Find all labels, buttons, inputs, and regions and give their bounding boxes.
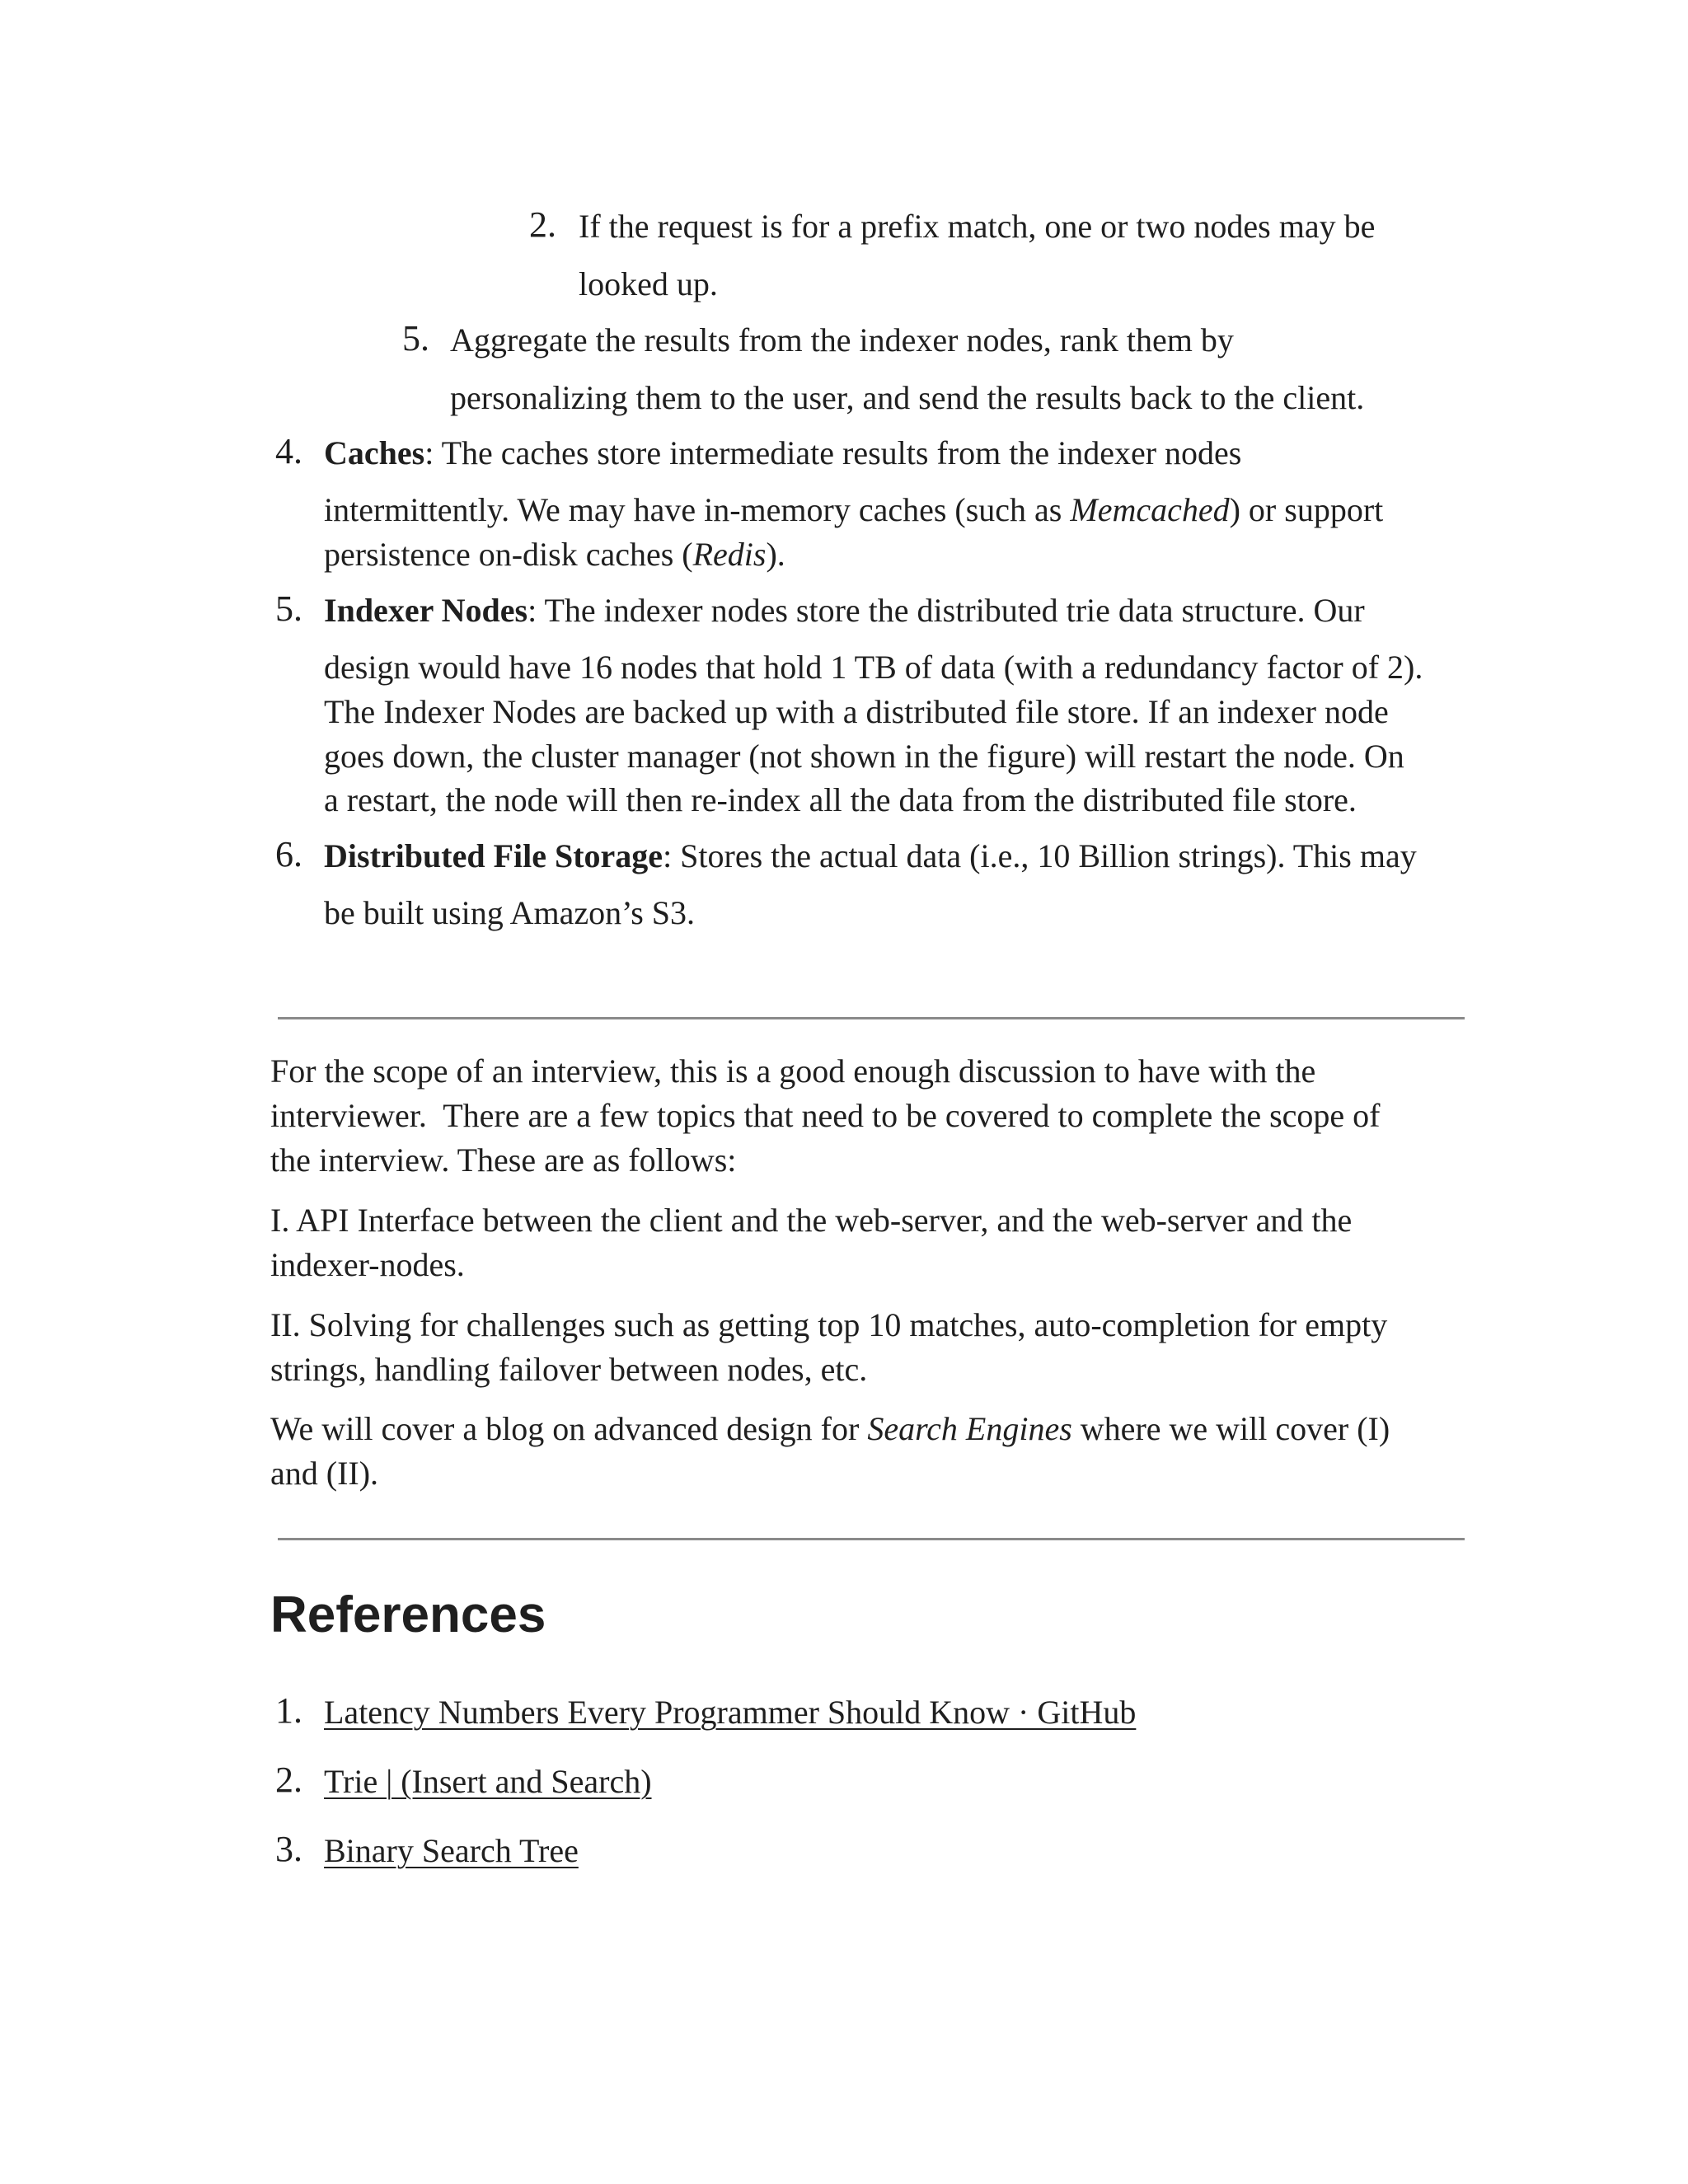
list-item-text: design would have 16 nodes that hold 1 TB of data (with a redundancy factor of 2). [324, 649, 1423, 686]
reference-link-trie[interactable]: Trie | (Insert and Search) [324, 1763, 652, 1800]
list-item-text: be built using Amazon’s S3. [324, 894, 695, 931]
list-item-text: looked up. [579, 265, 718, 302]
list-item-text: Aggregate the results from the indexer nodes, rank them by [450, 321, 1234, 359]
list-number: 5. [402, 318, 429, 359]
paragraph-topic-i: I. API Interface between the client and the web-server, and the web-server and the indexer-nodes. [270, 1202, 1353, 1283]
list-item-indexer-nodes: Indexer Nodes: The indexer nodes store the distributed trie data structure. Our [324, 592, 1365, 629]
list-item-text: goes down, the cluster manager (not shown in the figure) will restart the node. On [324, 738, 1404, 775]
list-item-text: The Indexer Nodes are backed up with a distributed file store. If an indexer node [324, 693, 1389, 730]
paragraph-advanced-design: We will cover a blog on advanced design for Search Engines where we will cover (I) and (II). [270, 1410, 1390, 1492]
list-item-text: If the request is for a prefix match, one or two nodes may be [579, 208, 1376, 245]
reference-item [324, 1690, 1136, 1735]
horizontal-divider [278, 1538, 1465, 1540]
reference-link-latency-numbers[interactable]: Latency Numbers Every Programmer Should Know · GitHub [324, 1694, 1137, 1731]
term-indexer-nodes: Indexer Nodes [324, 592, 528, 629]
reference-number: 3. [275, 1829, 302, 1869]
reference-number: 1. [275, 1690, 302, 1731]
list-item-distributed-file-storage: Distributed File Storage: Stores the actual data (i.e., 10 Billion strings). This may [324, 837, 1417, 874]
reference-item [324, 1829, 579, 1873]
list-item-text: persistence on-disk caches (Redis). [324, 536, 785, 573]
list-item-text: personalizing them to the user, and send the results back to the client. [450, 379, 1365, 416]
term-distributed-file-storage: Distributed File Storage [324, 837, 663, 874]
list-item-text: a restart, the node will then re-index all the data from the distributed file store. [324, 781, 1357, 818]
list-item-caches: Caches: The caches store intermediate results from the indexer nodes [324, 434, 1242, 471]
reference-number: 2. [275, 1760, 302, 1800]
references-heading: References [270, 1586, 546, 1643]
list-number: 2. [529, 204, 556, 245]
list-number: 4. [275, 431, 302, 471]
paragraph-scope: For the scope of an interview, this is a good enough discussion to have with the interviewer. There are a few topics that need to be covered to complete the scope of the interview. These are as follows: [270, 1052, 1381, 1179]
list-item-text: intermittently. We may have in-memory caches (such as Memcached) or support [324, 491, 1384, 528]
reference-link-binary-search-tree[interactable]: Binary Search Tree [324, 1832, 579, 1869]
list-number: 5. [275, 588, 302, 629]
horizontal-divider [278, 1017, 1465, 1019]
reference-item [324, 1760, 652, 1804]
list-number: 6. [275, 834, 302, 874]
term-caches: Caches [324, 434, 425, 471]
paragraph-topic-ii: II. Solving for challenges such as getting top 10 matches, auto-completion for empty strings, handling failover between nodes, etc. [270, 1306, 1388, 1388]
